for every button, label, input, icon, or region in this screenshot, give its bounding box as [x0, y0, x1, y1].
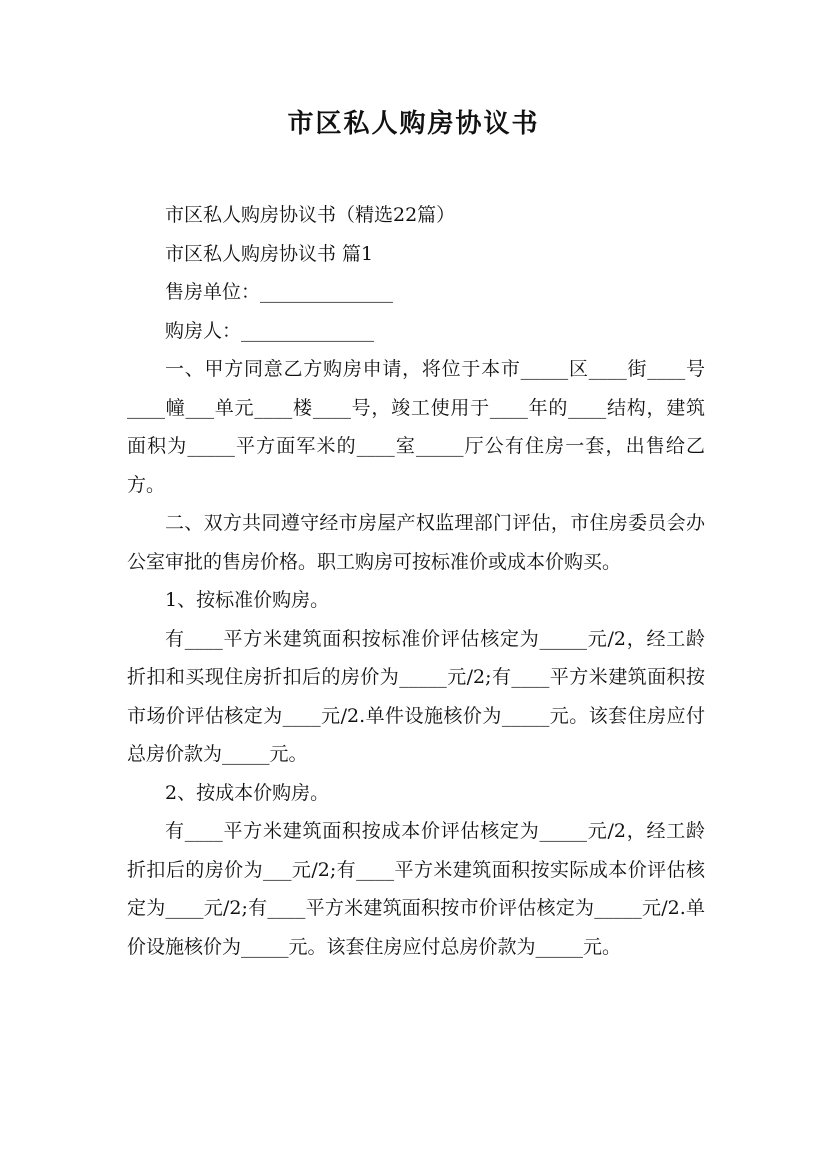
document-body	[127, 196, 705, 966]
paragraph-cost-price-heading: 2、按成本价购房。	[165, 781, 330, 804]
paragraph-heading: 市区私人购房协议书 篇1	[165, 242, 374, 265]
paragraph-clause-2: 二、双方共同遵守经市房屋产权监理部门评估，市住房委员会办公室审批的售房价格。职工购房可按标准价或成本价购买。	[127, 512, 705, 573]
paragraph-clause-1: 一、甲方同意乙方购房申请，将位于本市_____区____街____号____幢___单元____楼____号，竣工使用于____年的____结构，建筑面积为_____平方面军米的____室_____厅公有住房一套，出售给乙方。	[127, 358, 705, 496]
paragraph-standard-price: 有____平方米建筑面积按标准价评估核定为_____元/2，经工龄折扣和买现住房折扣后的房价为_____元/2;有____平方米建筑面积按市场价评估核定为____元/2.单件设施核价为_____元。该套住房应付总房价款为_____元。	[127, 627, 705, 765]
paragraph-seller: 售房单位：______________	[165, 281, 394, 303]
document-title: 市区私人购房协议书	[287, 109, 540, 139]
paragraph-buyer: 购房人：______________	[165, 319, 375, 342]
paragraph-standard-price-heading: 1、按标准价购房。	[165, 589, 330, 611]
paragraph-subtitle: 市区私人购房协议书（精选22篇）	[165, 204, 456, 226]
paragraph-cost-price: 有____平方米建筑面积按成本价评估核定为_____元/2，经工龄折扣后的房价为___元/2;有____平方米建筑面积按实际成本价评估核定为____元/2;有____平方米建筑面积按市价评估核定为_____元/2.单价设施核价为_____元。该套住房应付总房价款为_____元。	[127, 820, 705, 958]
